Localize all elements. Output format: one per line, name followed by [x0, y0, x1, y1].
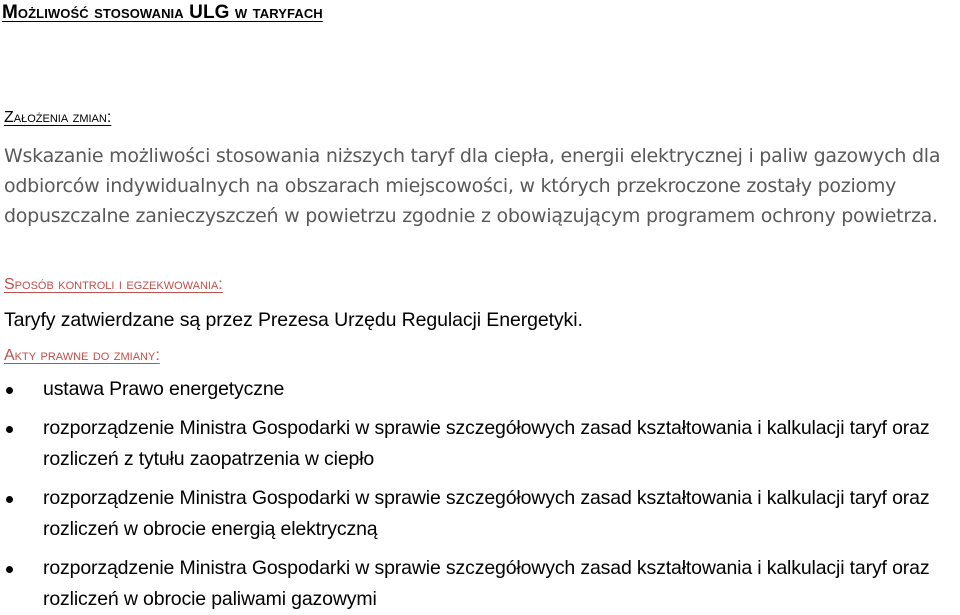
list-item-text: rozporządzenie Ministra Gospodarki w sprawie szczegółowych zasad kształtowania i kalkulacji taryf oraz rozliczeń z tytułu zaopatrzenia w ciepło [43, 417, 930, 470]
list-item [0, 553, 960, 615]
legal-acts-heading: Akty prawne do zmiany: [4, 347, 160, 364]
list-item [0, 374, 960, 405]
list-item-text: rozporządzenie Ministra Gospodarki w sprawie szczegółowych zasad kształtowania i kalkulacji taryf oraz rozliczeń w obrocie paliwami gazowymi [43, 557, 930, 610]
bullet-icon [6, 387, 13, 394]
list-item [0, 413, 960, 475]
legal-acts-list [0, 374, 960, 615]
control-text: Taryfy zatwierdzane są przez Prezesa Urzędu Regulacji Energetyki. [4, 309, 583, 331]
list-item-text: ustawa Prawo energetyczne [43, 378, 285, 400]
assumptions-text: Wskazanie możliwości stosowania niższych taryf dla ciepła, energii elektrycznej i paliw gazowych dla odbiorców indywidualnych na obszarach miejscowości, w których przekroczone zostały poziomy dopuszczalne zanieczyszczeń w powietrzu zgodnie z obowiązującym programem ochrony powietrza. [4, 145, 941, 227]
bullet-icon [6, 566, 13, 573]
list-item-text: rozporządzenie Ministra Gospodarki w sprawie szczegółowych zasad kształtowania i kalkulacji taryf oraz rozliczeń w obrocie energią elektryczną [43, 487, 930, 540]
bullet-icon [6, 496, 13, 503]
assumptions-heading: Założenia zmian: [4, 109, 112, 126]
page-title: Możliwość stosowania ULG w taryfach [2, 2, 323, 23]
list-item [0, 483, 960, 545]
bullet-icon [6, 426, 13, 433]
control-heading: Sposób kontroli i egzekwowania: [4, 276, 223, 293]
